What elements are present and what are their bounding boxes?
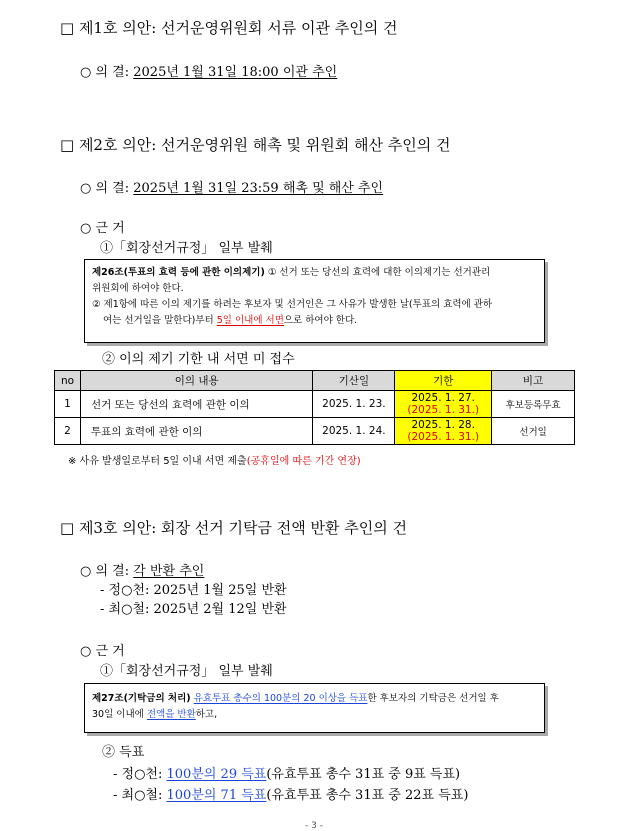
highlight-blue: 유효투표 총수의 100분의 20 이상을 득표 — [193, 693, 368, 704]
objection-table — [54, 370, 575, 445]
agenda-1-heading: □ 제1호 의안: 선거운영위원회 서류 이관 추인의 건 — [60, 19, 398, 37]
highlight-red: 5일 이내에 서면 — [216, 315, 284, 326]
quote-line: 30일 이내에 전액을 반환하고, — [92, 709, 218, 720]
agenda-3-decision — [80, 560, 204, 579]
agenda-2-heading: □ 제2호 의안: 선거운영위원 해촉 및 위원회 해산 추인의 건 — [60, 136, 451, 154]
header-deadline: 기한 — [395, 371, 492, 391]
agenda-3-basis-item-2: ② 득표 — [102, 745, 145, 760]
table-row — [55, 391, 575, 418]
decision-label: ○ 의 결: — [80, 564, 134, 579]
regulation-quote-box — [84, 683, 545, 733]
agenda-1-decision — [80, 61, 337, 80]
agenda-3-basis-label: ○ 근 거 — [80, 644, 125, 659]
vote-share: 100분의 29 득표 — [166, 767, 267, 782]
cell-deadline: 2025. 1. 28. (2025. 1. 31.) — [395, 418, 492, 445]
cell-note: 후보등록무효 — [492, 391, 575, 418]
agenda-2-decision — [80, 177, 383, 196]
header-note: 비고 — [492, 371, 575, 391]
vote-item-1: - 정○천: 100분의 29 득표(유효투표 총수 31표 중 9표 득표) — [113, 767, 461, 782]
refund-item-1: - 정○천: 2025년 1월 25일 반환 — [100, 583, 287, 598]
decision-label: ○ 의 결: — [80, 181, 134, 196]
vote-item-2: - 최○철: 100분의 71 득표(유효투표 총수 31표 중 22표 득표) — [113, 788, 469, 803]
cell-content: 선거 또는 당선의 효력에 관한 이의 — [80, 391, 312, 418]
agenda-2-basis-item-2: ② 이의 제기 기한 내 서면 미 접수 — [102, 352, 295, 367]
cell-content: 투표의 효력에 관한 이의 — [80, 418, 312, 445]
table-row — [55, 418, 575, 445]
header-no: no — [55, 371, 81, 391]
regulation-quote-box — [84, 259, 545, 343]
quote-line: ② 제1항에 따른 이의 제기를 하려는 후보자 및 선거인은 그 사유가 발생한 날(투표의 효력에 관하 — [92, 299, 493, 310]
refund-item-2: - 최○철: 2025년 2월 12일 반환 — [100, 602, 287, 617]
table-footnote: ※ 사유 발생일로부터 5일 이내 서면 제출(공휴일에 따른 기간 연장) — [68, 456, 361, 467]
decision-label: ○ 의 결: — [80, 65, 134, 80]
quote-line: 제27조(기탁금의 처리) 유효투표 총수의 100분의 20 이상을 득표한 후보자의 기탁금은 선거일 후 — [92, 693, 499, 704]
header-start-date: 기산일 — [313, 371, 395, 391]
article-title: 제26조(투표의 효력 등에 관한 이의제기) — [92, 267, 265, 278]
quote-line: 위원회에 하여야 한다. — [92, 283, 184, 294]
cell-no: 2 — [55, 418, 81, 445]
page-number: - 3 - — [305, 821, 323, 831]
decision-text: 2025년 1월 31일 23:59 해촉 및 해산 추인 — [133, 181, 384, 196]
highlight-blue: 전액을 반환 — [146, 709, 196, 720]
article-title: 제27조(기탁금의 처리) — [92, 693, 191, 704]
cell-note: 선거일 — [492, 418, 575, 445]
header-content: 이의 내용 — [80, 371, 312, 391]
cell-start: 2025. 1. 23. — [313, 391, 395, 418]
vote-share: 100분의 71 득표 — [166, 788, 267, 803]
table-header-row — [55, 371, 575, 391]
decision-text: 각 반환 추인 — [133, 564, 205, 579]
quote-line: 제26조(투표의 효력 등에 관한 이의제기) ① 선거 또는 당선의 효력에 대한 이의제기는 선거관리 — [92, 267, 491, 278]
cell-no: 1 — [55, 391, 81, 418]
cell-deadline: 2025. 1. 27. (2025. 1. 31.) — [395, 391, 492, 418]
agenda-2-basis-item-1: ①「회장선거규정」 일부 발췌 — [100, 241, 273, 256]
agenda-2-basis-label: ○ 근 거 — [80, 221, 125, 236]
decision-text: 2025년 1월 31일 18:00 이관 추인 — [133, 65, 338, 80]
agenda-3-heading: □ 제3호 의안: 회장 선거 기탁금 전액 반환 추인의 건 — [60, 519, 407, 537]
cell-start: 2025. 1. 24. — [313, 418, 395, 445]
quote-line: 여는 선거일을 말한다)부터 5일 이내에 서면으로 하여야 한다. — [103, 315, 358, 326]
agenda-3-basis-item-1: ①「회장선거규정」 일부 발췌 — [100, 664, 273, 679]
